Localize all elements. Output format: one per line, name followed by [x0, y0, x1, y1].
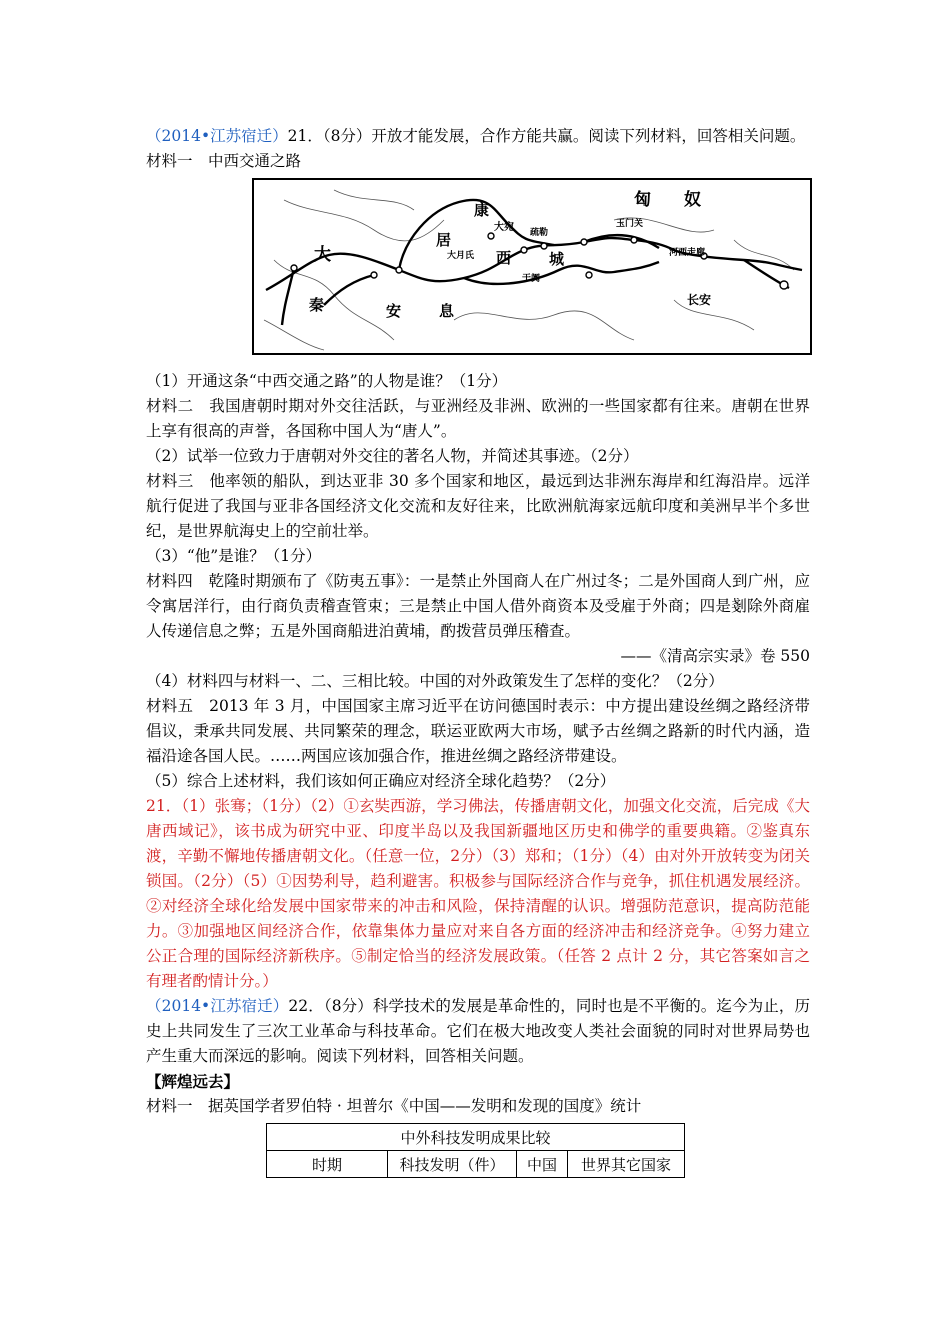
map-label-xiongnu-2: 奴 — [684, 190, 701, 210]
table-header-other-countries: 世界其它国家 — [568, 1151, 685, 1178]
map-label-qin: 秦 — [309, 296, 325, 314]
q21-question-2: （2）试举一位致力于唐朝对外交往的著名人物，并简述其事迹。（2分） — [146, 447, 639, 465]
map-label-shule: 疏勒 — [530, 228, 549, 238]
q21-question-1: （1）开通这条“中西交通之路”的人物是谁？（1分） — [146, 372, 508, 390]
q21-material-4: 材料四 乾隆时期颁布了《防夷五事》：一是禁止外国商人在广州过冬；二是外国商人到广州，应令寓居洋行，由行商负责稽查管束；三是禁止中国人借外商资本及受雇于外商；四是剗除外商雇人传递信息之弊；五是外国商船进泊黄埔，酌拨营员弹压稽查。 — [146, 572, 810, 640]
q22-source: （2014•江苏宿迁） — [146, 997, 289, 1015]
q21-stem-text: 21．（8分）开放才能发展，合作方能共赢。阅读下列材料，回答相关问题。 — [287, 127, 806, 145]
map-label-ju: 居 — [436, 231, 452, 249]
map-label-yumenguan: 玉门关 — [616, 219, 644, 229]
table-header-row — [267, 1151, 685, 1178]
map-label-yutian: 于阗 — [522, 274, 541, 284]
map-label-changan: 长安 — [687, 293, 712, 307]
map-label-an: 安 — [386, 302, 402, 320]
q21-material-2: 材料二 我国唐朝时期对外交往活跃，与亚洲经及非洲、欧洲的一些国家都有往来。唐朝在世界上享有很高的声誉，各国称中国人为“唐人”。 — [146, 397, 810, 440]
map-label-xi: 西 — [496, 249, 512, 267]
map-label-xiongnu-1: 匈 — [634, 190, 651, 210]
table-caption-row — [267, 1124, 685, 1151]
q22-stem — [146, 994, 810, 1069]
q22-material-1: 材料一 据英国学者罗伯特 · 坦普尔《中国——发明和发现的国度》统计 — [146, 1097, 642, 1115]
table-header-inventions: 科技发明（件） — [388, 1151, 517, 1178]
map-label-xi2: 息 — [439, 302, 455, 320]
table-caption: 中外科技发明成果比较 — [267, 1124, 685, 1151]
silk-road-map-svg — [254, 180, 810, 353]
silk-road-map — [252, 178, 812, 355]
q22-stem-text: 22．（8分）科学技术的发展是革命性的，同时也是不平衡的。迄今为止，历史上共同发生了三次工业革命与科技革命。它们在极大地改变人类社会面貌的同时对世界局势也产生重大而深远的影响。阅读下列材料，回答相关问题。 — [146, 997, 810, 1065]
map-label-hexizoulang: 河西走廊 — [669, 248, 706, 258]
q21-material-4-source: ——《清高宗实录》卷 550 — [620, 647, 810, 665]
q21-answer: 21．（1）张骞；（1分）（2）①玄奘西游，学习佛法，传播唐朝文化，加强文化交流，后完成《大唐西域记》，该书成为研究中亚、印度半岛以及我国新疆地区历史和佛学的重要典籍。②鉴真东渡，辛勤不懈地传播唐朝文化。（任意一位，2分）（3）郑和；（1分）（4）由对外开放转变为闭关锁国。（2分）（5）①因势利导，趋利避害。积极参与国际经济合作与竞争，抓住机遇发展经济。②对经济全球化给发展中国家带来的冲击和风险，保持清醒的认识。增强防范意识，提高防范能力。③加强地区间经济合作，依靠集体力量应对来自各方面的经济冲击和经济竞争。④努力建立公正合理的国际经济新秩序。⑤制定恰当的经济发展政策。（任答 2 点计 2 分，其它答案如言之有理者酌情计分。） — [146, 797, 810, 990]
q21-material-3: 材料三 他率领的船队，到达亚非 30 多个国家和地区，最远到达非洲东海岸和红海沿岸。远洋航行促进了我国与亚非各国经济文化交流和友好往来，比欧洲航海家远航印度和美洲早半个多世纪，是世界航海史上的空前壮举。 — [146, 472, 810, 540]
q22-section-title: 【辉煌远去】 — [146, 1072, 240, 1091]
map-label-cheng: 城 — [549, 250, 565, 268]
table-header-china: 中国 — [517, 1151, 568, 1178]
q21-question-5: （5）综合上述材料，我们该如何正确应对经济全球化趋势？（2分） — [146, 772, 616, 790]
tech-comparison-table — [266, 1123, 685, 1178]
table-header-period: 时期 — [267, 1151, 388, 1178]
q21-stem — [146, 124, 810, 149]
map-label-da: 大 — [314, 245, 331, 265]
q21-material-5: 材料五 2013 年 3 月，中国国家主席习近平在访问德国时表示：中方提出建设丝绸之路经济带倡议，秉承共同发展、共同繁荣的理念，联运亚欧两大市场，赋予古丝绸之路新的时代内涵，造福沿途各国人民。……两国应该加强合作，推进丝绸之路经济带建设。 — [146, 697, 810, 765]
map-label-dayuan: 大宛 — [494, 222, 514, 233]
q21-source: （2014•江苏宿迁） — [146, 127, 288, 145]
map-label-dayuezhi: 大月氏 — [447, 251, 475, 261]
document-page — [146, 124, 810, 1178]
map-label-kang: 康 — [474, 201, 490, 219]
q21-material1-title: 材料一 中西交通之路 — [146, 152, 302, 170]
q21-question-4: （4）材料四与材料一、二、三相比较。中国的对外政策发生了怎样的变化？（2分） — [146, 672, 724, 690]
q21-question-3: （3）“他”是谁？（1分） — [146, 547, 322, 565]
